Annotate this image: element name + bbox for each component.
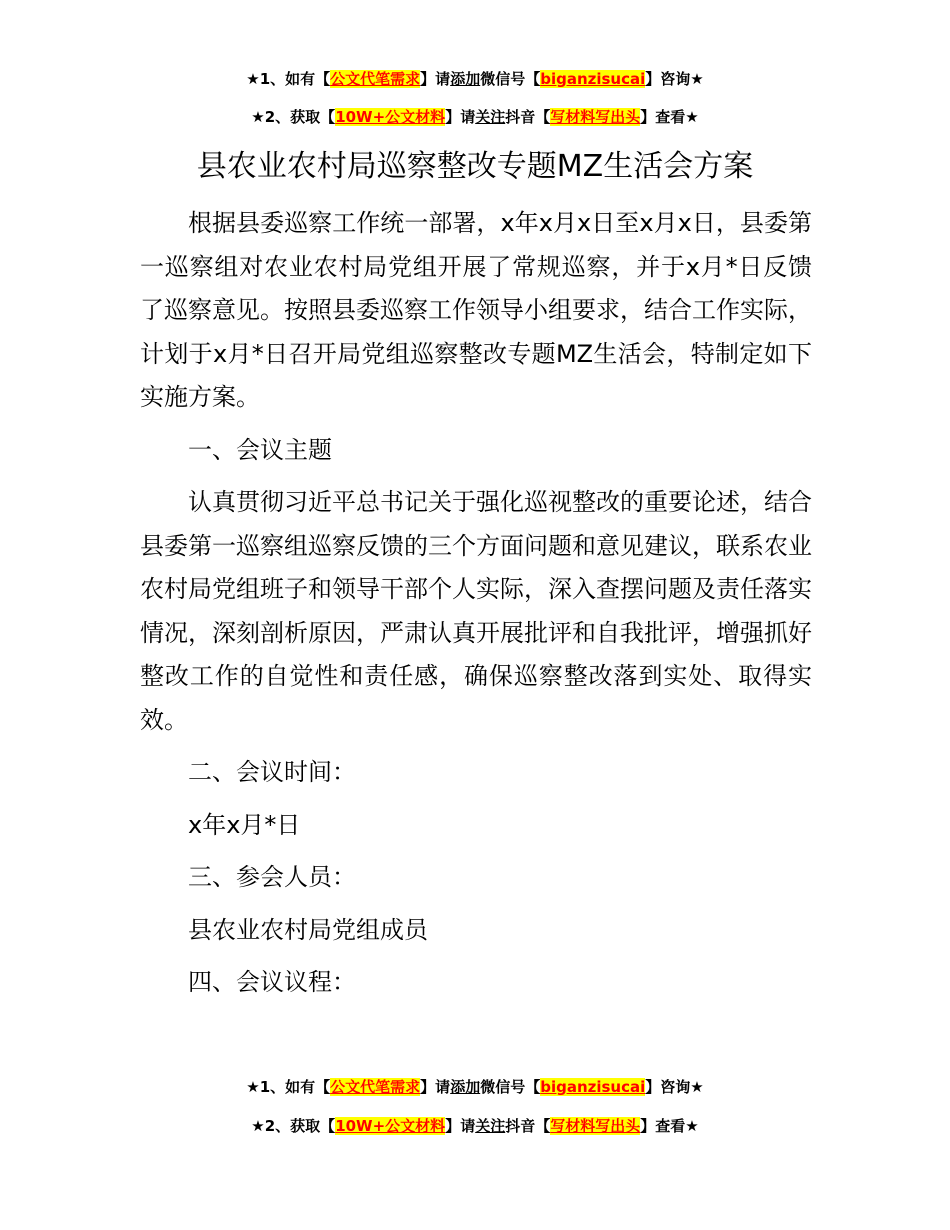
promo-highlight-materials: 10W+公文材料 — [335, 108, 446, 126]
promo-line-1-bottom — [0, 1076, 950, 1098]
promo-text: ★1、如有【 — [246, 1078, 331, 1096]
promo-highlight-ghostwriting: 公文代笔需求 — [330, 70, 421, 88]
promo-text: 】查看★ — [640, 1117, 699, 1135]
promo-underlined-add: 添加 — [450, 70, 481, 88]
promo-highlight-wechat-id: biganzisucai — [540, 70, 646, 88]
promo-text: 】请 — [420, 1078, 451, 1096]
promo-underlined-follow: 关注 — [475, 1117, 506, 1135]
promo-line-2-top — [0, 106, 950, 128]
promo-text: 】咨询★ — [645, 1078, 704, 1096]
section-1-paragraph: 认真贯彻习近平总书记关于强化巡视整改的重要论述，结合县委第一巡察组巡察反馈的三个方面问题和意见建议，联系农业农村局党组班子和领导干部个人实际，深入查摆问题及责任落实情况，深刻剖析原因，严肃认真开展批评和自我批评，增强抓好整改工作的自觉性和责任感，确保巡察整改落到实处、取得实效。 — [140, 488, 812, 734]
promo-underlined-add: 添加 — [450, 1078, 481, 1096]
promo-line-2-bottom — [0, 1115, 950, 1137]
section-3-heading: 三、参会人员： — [188, 863, 356, 891]
document-body — [140, 202, 812, 1005]
promo-underlined-follow: 关注 — [475, 108, 506, 126]
section-3-paragraph: 县农业农村局党组成员 — [188, 915, 428, 944]
promo-text: 】请 — [420, 70, 451, 88]
document-title: 县农业农村局巡察整改专题MZ生活会方案 — [196, 149, 754, 184]
section-2-paragraph: x年x月*日 — [188, 810, 301, 839]
promo-highlight-douyin: 写材料写出头 — [550, 1117, 641, 1135]
promo-text: 】请 — [445, 108, 476, 126]
promo-text: 抖音【 — [505, 108, 551, 126]
promo-text: 】查看★ — [640, 108, 699, 126]
section-1-heading: 一、会议主题 — [188, 435, 332, 464]
promo-text: 】咨询★ — [645, 70, 704, 88]
promo-highlight-ghostwriting: 公文代笔需求 — [330, 1078, 421, 1096]
intro-paragraph: 根据县委巡察工作统一部署，x年x月x日至x月x日，县委第一巡察组对农业农村局党组开展了常规巡察，并于x月*日反馈了巡察意见。按照县委巡察工作领导小组要求，结合工作实际，计划于x月*日召开局党组巡察整改专题MZ生活会，特制定如下实施方案。 — [140, 209, 812, 411]
promo-line-1-top — [0, 68, 950, 90]
section-2-heading: 二、会议时间： — [188, 758, 356, 786]
promo-text: ★2、获取【 — [251, 108, 336, 126]
promo-highlight-wechat-id: biganzisucai — [540, 1078, 646, 1096]
promo-highlight-materials: 10W+公文材料 — [335, 1117, 446, 1135]
promo-text: 微信号【 — [480, 1078, 541, 1096]
promo-text: 】请 — [445, 1117, 476, 1135]
promo-highlight-douyin: 写材料写出头 — [550, 108, 641, 126]
promo-text: 抖音【 — [505, 1117, 551, 1135]
section-4-heading: 四、会议议程： — [188, 968, 356, 996]
promo-text: 微信号【 — [480, 70, 541, 88]
promo-text: ★2、获取【 — [251, 1117, 336, 1135]
promo-text: ★1、如有【 — [246, 70, 331, 88]
